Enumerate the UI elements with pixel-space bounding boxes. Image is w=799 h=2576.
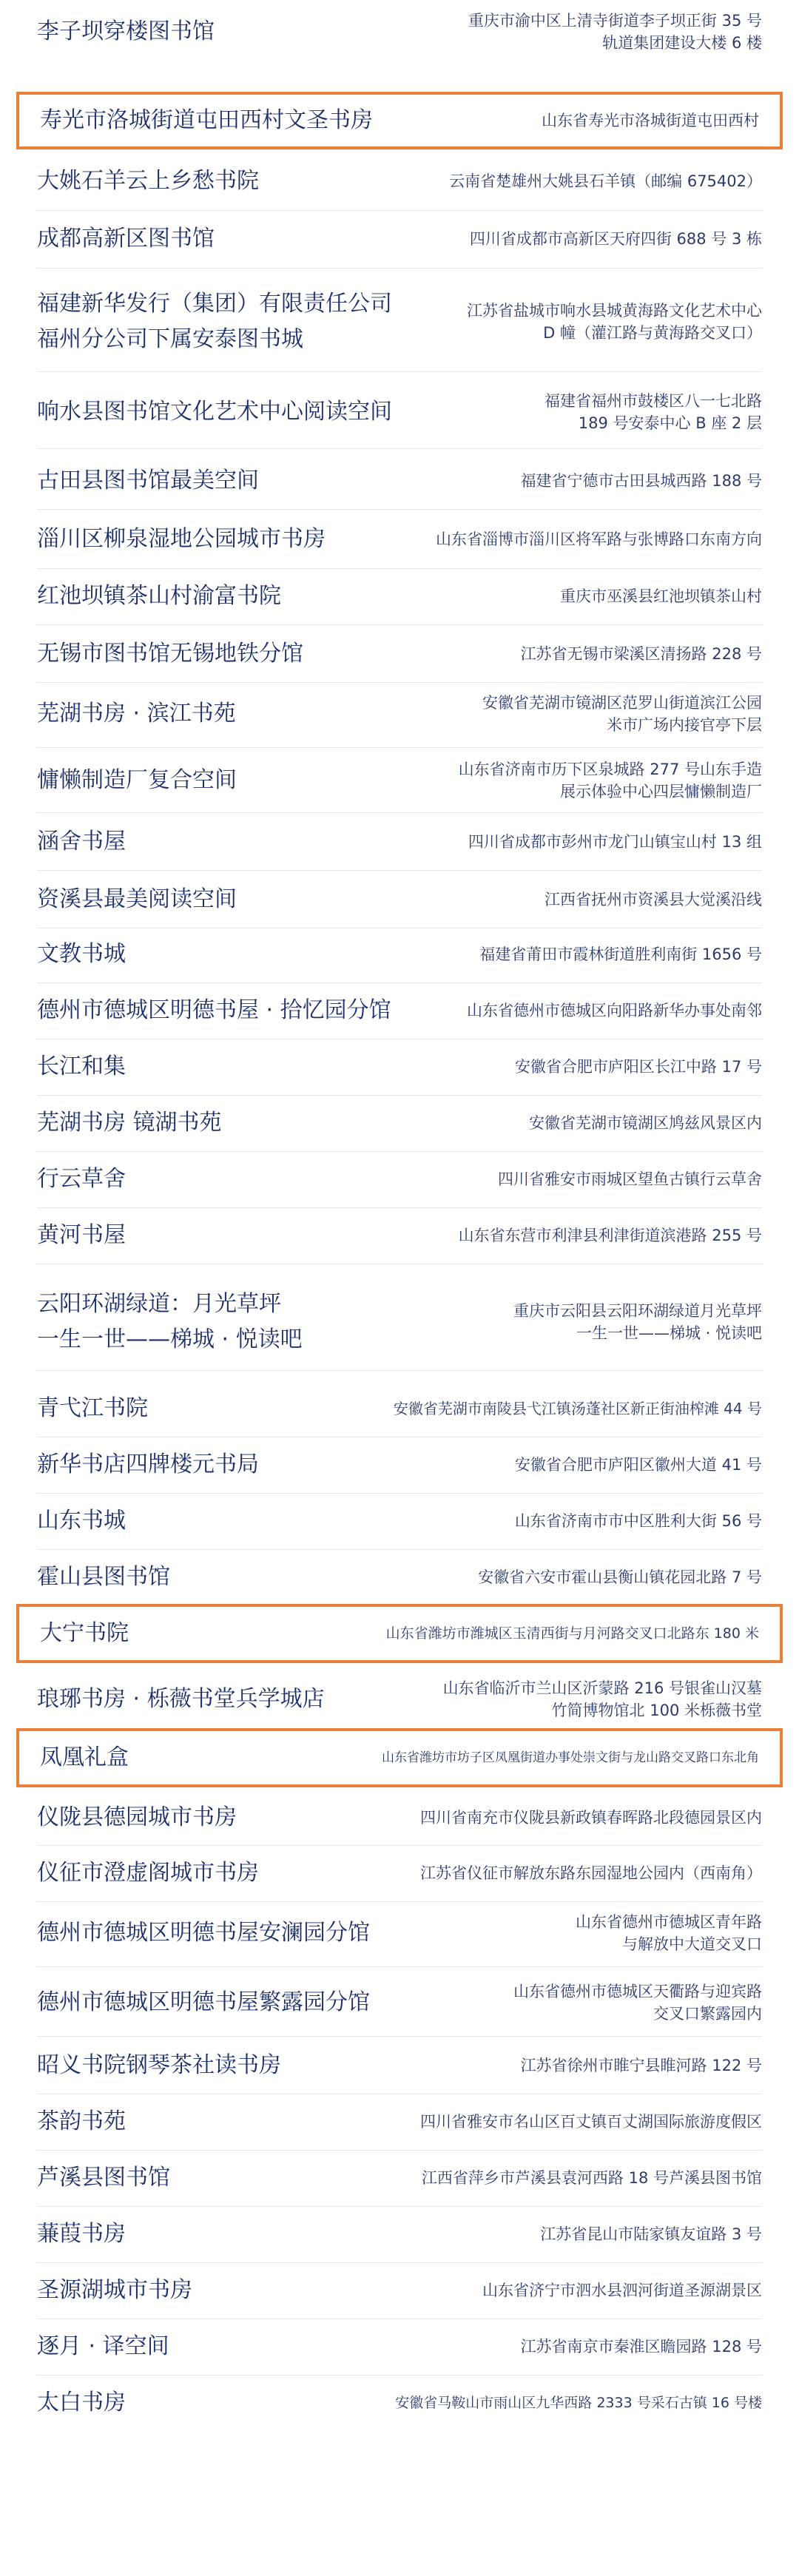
bookstore-address — [377, 626, 762, 682]
bookstore-name-line: 成都高新区图书馆 — [37, 226, 215, 252]
bookstore-address — [374, 1607, 759, 1660]
bookstore-address-line: 重庆市云阳县云阳环湖绿道月光草坪 — [513, 1302, 762, 1320]
row-divider — [37, 509, 762, 510]
bookstore-name-line: 昭义书院钢琴茶社读书房 — [37, 2052, 281, 2078]
bookstore-address-line: D 幢（灌江路与黄海路交叉口） — [543, 324, 762, 342]
bookstore-address-line: 山东省德州市德城区天衢路与迎宾路 — [513, 1983, 762, 2000]
list-item — [16, 2262, 783, 2319]
list-item — [16, 510, 783, 568]
bookstore-name-line: 资溪县最美阅读空间 — [37, 886, 237, 912]
bookstore-name-line: 文教书城 — [37, 941, 126, 967]
bookstore-name-line: 琅琊书房 · 栎薇书堂兵学城店 — [37, 1686, 325, 1712]
bookstore-name — [37, 1095, 422, 1151]
bookstore-address-line: 江苏省南京市秦淮区瞻园路 128 号 — [520, 2338, 762, 2356]
bookstore-address-line: 江西省抚州市资溪县大觉溪沿线 — [545, 891, 762, 908]
highlighted-list-item — [16, 1604, 783, 1663]
bookstore-address-line: 山东省德州市德城区青年路 — [576, 1913, 762, 1931]
bookstore-address-line: 山东省临沂市兰山区沂蒙路 216 号银雀山汉墓 — [442, 1679, 762, 1697]
row-divider — [37, 268, 762, 269]
bookstore-name — [37, 1493, 422, 1549]
bookstore-address-line: 安徽省芜湖市镜湖区鸠兹风景区内 — [529, 1114, 762, 1132]
bookstore-address-line: 交叉口繁露园内 — [653, 2005, 762, 2023]
list-item — [16, 2037, 783, 2094]
bookstore-address-line: 安徽省芜湖市镜湖区范罗山街道滨江公园 — [482, 694, 762, 712]
bookstore-name-line: 无锡市图书馆无锡地铁分馆 — [37, 641, 303, 667]
bookstore-name-line: 福州分公司下属安泰图书城 — [37, 326, 303, 352]
row-divider — [37, 812, 762, 813]
bookstore-name-line: 红池坝镇茶山村渝富书院 — [37, 583, 281, 609]
bookstore-name-line: 寿光市洛城街道屯田西村文圣书房 — [40, 107, 373, 133]
list-item — [16, 1668, 783, 1731]
bookstore-name — [37, 152, 422, 210]
bookstore-name — [40, 1607, 425, 1660]
bookstore-address-line: 安徽省马鞍山市雨山区九华西路 2333 号采石古镇 16 号楼 — [395, 2395, 762, 2411]
bookstore-address — [377, 1493, 762, 1549]
bookstore-address-line: 山东省寿光市洛城街道屯田西村 — [542, 112, 759, 129]
bookstore-name — [37, 1900, 422, 1966]
list-item — [16, 681, 783, 747]
bookstore-address — [377, 2319, 762, 2375]
bookstore-name — [37, 749, 422, 812]
bookstore-address-line: 189 号安泰中心 B 座 2 层 — [578, 414, 762, 432]
bookstore-name-line: 逐月 · 译空间 — [37, 2333, 169, 2359]
bookstore-name — [37, 1549, 422, 1605]
bookstore-address-line: 江苏省徐州市睢宁县睢河路 122 号 — [520, 2057, 762, 2074]
bookstore-name — [37, 1274, 422, 1370]
list-item — [16, 2319, 783, 2375]
list-item — [16, 982, 783, 1039]
bookstore-address-line: 米市广场内接官亭下层 — [607, 716, 762, 734]
bookstore-address — [377, 1151, 762, 1207]
bookstore-name — [37, 272, 422, 371]
bookstore-name-line: 淄川区柳泉湿地公园城市书房 — [37, 526, 326, 552]
bookstore-address — [377, 1380, 762, 1437]
bookstore-name-line: 李子坝穿楼图书馆 — [37, 18, 215, 44]
list-item — [16, 152, 783, 210]
bookstore-name-line: 青弋江书院 — [37, 1395, 148, 1421]
bookstore-address-line: 山东省德州市德城区向阳路新华办事处南邻 — [467, 1002, 762, 1019]
bookstore-name — [37, 1845, 422, 1901]
bookstore-address-line: 江苏省昆山市陆家镇友谊路 3 号 — [540, 2225, 762, 2243]
bookstore-address — [377, 681, 762, 747]
row-divider — [37, 1370, 762, 1371]
bookstore-address-line: 福建省宁德市古田县城西路 188 号 — [520, 472, 762, 490]
bookstore-name — [37, 210, 422, 268]
bookstore-name — [37, 1039, 422, 1095]
bookstore-name-line: 山东书城 — [37, 1508, 126, 1534]
bookstore-name — [37, 982, 422, 1039]
list-item — [16, 2094, 783, 2150]
bookstore-name-line: 芦溪县图书馆 — [37, 2165, 170, 2191]
list-item — [16, 1151, 783, 1207]
bookstore-name — [37, 1380, 422, 1437]
bookstore-name — [37, 1151, 422, 1207]
bookstore-address — [377, 982, 762, 1039]
bookstore-name — [37, 1437, 422, 1493]
bookstore-name — [37, 926, 422, 982]
bookstore-address-line: 山东省济南市市中区胜利大街 56 号 — [514, 1512, 762, 1530]
list-item — [16, 1900, 783, 1966]
bookstore-address-line: 福建省福州市鼓楼区八一七北路 — [545, 392, 762, 410]
bookstore-address — [377, 568, 762, 624]
bookstore-address-line: 山东省潍坊市坊子区凤凰街道办事处崇文街与龙山路交叉路口东北角 — [382, 1750, 759, 1765]
list-item — [16, 1095, 783, 1151]
bookstore-address-line: 四川省雅安市名山区百丈镇百丈湖国际旅游度假区 — [420, 2113, 762, 2131]
bookstore-name-line: 响水县图书馆文化艺术中心阅读空间 — [37, 399, 392, 425]
bookstore-address — [377, 1095, 762, 1151]
bookstore-address — [377, 1039, 762, 1095]
bookstore-name-line: 霍山县图书馆 — [37, 1564, 170, 1590]
bookstore-name-line: 新华书店四牌楼元书局 — [37, 1451, 259, 1477]
bookstore-address — [377, 1668, 762, 1731]
bookstore-name-line: 凤凰礼盒 — [40, 1744, 129, 1770]
bookstore-name-line: 仪陇县德园城市书房 — [37, 1804, 237, 1830]
bookstore-name-line: 福建新华发行（集团）有限责任公司 — [37, 291, 392, 317]
bookstore-address-line: 轨道集团建设大楼 6 楼 — [602, 34, 762, 52]
bookstore-name — [37, 814, 422, 870]
bookstore-address-line: 江苏省盐城市响水县城黄海路文化艺术中心 — [467, 302, 762, 320]
bookstore-address — [377, 2262, 762, 2319]
list-item — [16, 453, 783, 509]
bookstore-address — [374, 95, 759, 146]
bookstore-address — [377, 376, 762, 448]
bookstore-address-line: 江苏省仪征市解放东路东园湿地公园内（西南角） — [420, 1864, 762, 1882]
list-item — [16, 568, 783, 624]
bookstore-name — [37, 453, 422, 509]
bookstore-address-line: 山东省东营市利津县利津街道滨港路 255 号 — [458, 1227, 762, 1244]
bookstore-name — [37, 1790, 422, 1845]
list-item — [16, 1039, 783, 1095]
bookstore-address-line: 福建省莆田市霞林街道胜利南街 1656 号 — [479, 945, 762, 963]
bookstore-address — [377, 871, 762, 928]
bookstore-name — [37, 1969, 422, 2036]
bookstore-name — [37, 2037, 422, 2094]
bookstore-name-line: 古田县图书馆最美空间 — [37, 468, 259, 493]
row-divider — [37, 2036, 762, 2037]
list-item — [16, 2206, 783, 2262]
bookstore-address-line: 重庆市巫溪县红池坝镇茶山村 — [560, 587, 762, 605]
bookstore-name-line: 德州市德城区明德书屋安澜园分馆 — [37, 1920, 370, 1946]
bookstore-name-line: 一生一世——梯城 · 悦读吧 — [37, 1326, 303, 1352]
list-item — [16, 1274, 783, 1370]
bookstore-address — [377, 2375, 762, 2431]
bookstore-name-line: 茶韵书苑 — [37, 2108, 126, 2134]
bookstore-address — [377, 2037, 762, 2094]
bookstore-name — [37, 626, 422, 682]
bookstore-name-line: 行云草舍 — [37, 1166, 126, 1192]
bookstore-name — [37, 510, 422, 568]
bookstore-name-line: 德州市德城区明德书屋繁露园分馆 — [37, 1989, 370, 2015]
bookstore-name-line: 大姚石羊云上乡愁书院 — [37, 168, 259, 194]
row-divider — [37, 747, 762, 748]
row-divider — [37, 624, 762, 625]
bookstore-address — [377, 2150, 762, 2206]
bookstore-address — [377, 510, 762, 568]
bookstore-address — [377, 926, 762, 982]
bookstore-address-line: 云南省楚雄州大姚县石羊镇（邮编 675402） — [449, 172, 762, 190]
bookstore-address-line: 安徽省芜湖市南陵县弋江镇汤蓬社区新正街油榨滩 44 号 — [393, 1400, 762, 1417]
bookstore-address — [377, 749, 762, 812]
bookstore-address-line: 山东省济宁市泗水县泗河街道圣源湖景区 — [482, 2282, 762, 2299]
bookstore-name — [37, 871, 422, 928]
bookstore-address-line: 安徽省合肥市庐阳区徽州大道 41 号 — [514, 1456, 762, 1474]
bookstore-address-line: 展示体验中心四层慵懒制造厂 — [560, 783, 762, 800]
bookstore-address-line: 安徽省六安市霍山县衡山镇花园北路 7 号 — [478, 1568, 762, 1586]
bookstore-name-line: 太白书房 — [37, 2390, 126, 2415]
bookstore-name-line: 芜湖书房 镜湖书苑 — [37, 1110, 222, 1136]
bookstore-address-line: 江苏省无锡市梁溪区清扬路 228 号 — [520, 645, 762, 663]
bookstore-address — [374, 1731, 759, 1784]
list-item — [16, 1437, 783, 1493]
bookstore-address-line: 山东省淄博市淄川区将军路与张博路口东南方向 — [436, 530, 762, 548]
bookstore-address — [377, 814, 762, 870]
bookstore-address-line: 四川省南充市仪陇县新政镇春晖路北段德园景区内 — [420, 1809, 762, 1827]
list-item — [16, 1845, 783, 1901]
bookstore-name — [40, 1731, 425, 1784]
bookstore-name — [37, 2094, 422, 2150]
bookstore-name — [37, 1, 422, 62]
bookstore-address-line: 四川省成都市彭州市龙门山镇宝山村 13 组 — [468, 833, 762, 851]
bookstore-address-line: 重庆市渝中区上清寺街道李子坝正街 35 号 — [468, 12, 762, 30]
bookstore-address — [377, 2094, 762, 2150]
list-item — [16, 871, 783, 928]
list-item — [16, 376, 783, 448]
list-item — [16, 926, 783, 982]
bookstore-name-line: 仪征市澄虚阁城市书房 — [37, 1860, 259, 1886]
bookstore-address — [377, 2206, 762, 2262]
bookstore-name — [37, 681, 422, 747]
bookstore-name-line: 圣源湖城市书房 — [37, 2277, 192, 2303]
list-item — [16, 1549, 783, 1605]
list-item — [16, 1207, 783, 1264]
bookstore-address — [377, 1437, 762, 1493]
bookstore-address — [377, 1790, 762, 1845]
bookstore-name — [40, 95, 425, 146]
list-item — [16, 1969, 783, 2036]
bookstore-address — [377, 1900, 762, 1966]
list-item — [16, 1, 783, 62]
bookstore-address-line: 一生一世——梯城 · 悦读吧 — [576, 1324, 762, 1342]
bookstore-address-line: 江西省萍乡市芦溪县袁河西路 18 号芦溪县图书馆 — [421, 2169, 762, 2187]
bookstore-name — [37, 2262, 422, 2319]
list-item — [16, 1380, 783, 1437]
list-item — [16, 272, 783, 371]
bookstore-address — [377, 1549, 762, 1605]
list-item — [16, 210, 783, 268]
highlighted-list-item — [16, 1728, 783, 1787]
bookstore-name-line: 芜湖书房 · 滨江书苑 — [37, 701, 236, 726]
list-item — [16, 2150, 783, 2206]
bookstore-address — [377, 453, 762, 509]
bookstore-name-line: 涵舍书屋 — [37, 829, 126, 854]
bookstore-address — [377, 1207, 762, 1264]
bookstore-name — [37, 1668, 422, 1731]
list-item — [16, 749, 783, 812]
bookstore-name — [37, 376, 422, 448]
bookstore-name — [37, 2150, 422, 2206]
bookstore-address-line: 山东省潍坊市潍城区玉清西街与月河路交叉口北路东 180 米 — [385, 1625, 759, 1642]
bookstore-name — [37, 1207, 422, 1264]
bookstore-address-line: 四川省成都市高新区天府四街 688 号 3 栋 — [469, 230, 762, 248]
list-item — [16, 626, 783, 682]
row-divider — [37, 448, 762, 449]
bookstore-name-line: 长江和集 — [37, 1053, 126, 1079]
bookstore-name-line: 德州市德城区明德书屋 · 拾忆园分馆 — [37, 997, 391, 1023]
bookstore-address-line: 竹简博物馆北 100 米栎薇书堂 — [551, 1702, 762, 1719]
bookstore-name — [37, 2206, 422, 2262]
bookstore-address — [377, 1969, 762, 2036]
bookstore-address — [377, 210, 762, 268]
highlighted-list-item — [16, 92, 783, 149]
bookstore-address — [377, 1845, 762, 1901]
bookstore-address — [377, 272, 762, 371]
bookstore-address-line: 安徽省合肥市庐阳区长江中路 17 号 — [514, 1058, 762, 1076]
bookstore-name-line: 慵懒制造厂复合空间 — [37, 767, 237, 793]
bookstore-name-line: 大宁书院 — [40, 1620, 129, 1646]
row-divider — [37, 371, 762, 372]
bookstore-name — [37, 2375, 422, 2431]
bookstore-address — [377, 152, 762, 210]
bookstore-name-line: 云阳环湖绿道：月光草坪 — [37, 1291, 281, 1317]
list-item — [16, 2375, 783, 2431]
row-divider — [37, 870, 762, 871]
list-item — [16, 814, 783, 870]
bookstore-address-line: 山东省济南市历下区泉城路 277 号山东手造 — [458, 761, 762, 778]
bookstore-name — [37, 2319, 422, 2375]
bookstore-address-line: 四川省雅安市雨城区望鱼古镇行云草舍 — [498, 1170, 762, 1188]
bookstore-address — [377, 1, 762, 62]
list-item — [16, 1790, 783, 1845]
bookstore-name — [37, 568, 422, 624]
list-item — [16, 1493, 783, 1549]
row-divider — [37, 1966, 762, 1967]
bookstore-address — [377, 1274, 762, 1370]
bookstore-name-line: 黄河书屋 — [37, 1222, 126, 1248]
bookstore-address-line: 与解放中大道交叉口 — [622, 1935, 762, 1953]
bookstore-name-line: 蒹葭书房 — [37, 2221, 126, 2247]
